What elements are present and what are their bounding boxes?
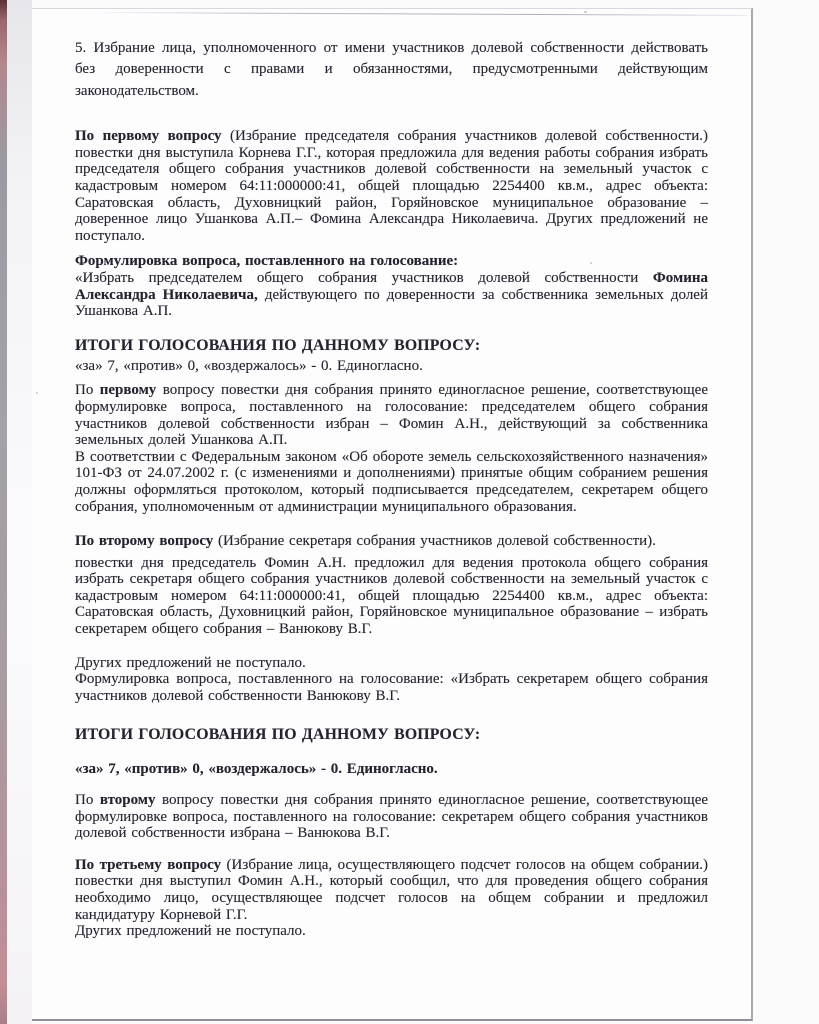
question-2-title-run-0: По второму вопросу <box>75 533 214 550</box>
question-3-speech-run-1: (Избрание лица, осуществляющего подсчет голосов на общем собрании.) повестки дня выступил Фомин А.Н., который сообщил, что для проведения общего собрания необходимо лицо, осуществляющее подсчет голосов на общем собрании и предложил кандидатуру Корневой Г.Г. <box>75 856 708 923</box>
voting-results-1-heading <box>75 336 708 355</box>
no-other-proposals-3-run-0: Других предложений не поступало. <box>75 923 306 940</box>
question-2-decision-run-2: вопросу повестки дня собрания принято единогласное решение, соответствующее формулировке вопроса, поставленного на голосование: секретарем общего собрания участников долевой собственности избрана – Ванюкова В.Г. <box>75 792 709 842</box>
voting-results-2-heading-run-0: ИТОГИ ГОЛОСОВАНИЯ ПО ДАННОМУ ВОПРОСУ: <box>75 726 481 744</box>
question-2-speech <box>75 555 708 638</box>
question-2-decision <box>75 792 708 842</box>
question-1-speech-run-1: (Избрание председателя собрания участников долевой собственности.) повестки дня выступила Корнева Г.Г., которая предложила для ведения работы собрания избрать председателя общего собрания участников долевой собственности на земельный участок с кадастровым номером 64:11:000000:41, общей площадью 2254400 кв.м., адрес объекта: Саратовская область, Духовницкий район, Горяйновское муниципальное образование – доверенное лицо Ушанкова А.П.– Фомина Александра Николаевича. Других предложений не поступало. <box>75 128 708 244</box>
voting-results-2-counts <box>75 761 708 778</box>
vote-wording-1-text <box>75 270 708 320</box>
scan-edge-strip <box>0 0 7 1024</box>
voting-results-2-heading <box>75 725 708 744</box>
no-other-proposals-2-run-0: Других предложений не поступало. <box>75 654 306 671</box>
agenda-item-5-run-0: 5. Избрание лица, уполномоченного от имени участников долевой собственности действовать без доверенности с правами и обязанностями, предусмотренными действующим законодательством. <box>75 40 708 99</box>
vote-wording-1-title-run-0: Формулировка вопроса, поставленного на голосование: <box>75 253 459 270</box>
question-1-decision-run-2: вопросу повестки дня собрания принято единогласное решение, соответствующее формулировке вопроса, поставленного на голосование: председателем общего собрания участников долевой собственности избран – Фомин А.Н., действующий за собственника земельных долей Ушанкова А.П. <box>75 382 708 449</box>
question-1-decision-run-1: первому <box>99 382 157 399</box>
vote-wording-1-text-run-1: Фомина Александра Николаевича, <box>75 269 708 303</box>
question-2-decision-run-0: По <box>75 792 100 809</box>
question-2-decision-run-1: второму <box>99 792 156 809</box>
scan-speck <box>36 392 38 394</box>
vote-wording-1-text-run-2: действующего по доверенности за собственника земельных долей Ушанкова А.П. <box>75 286 708 320</box>
voting-results-1-counts <box>75 358 708 375</box>
voting-results-1-heading-run-0: ИТОГИ ГОЛОСОВАНИЯ ПО ДАННОМУ ВОПРОСУ: <box>75 336 481 354</box>
no-other-proposals-3 <box>75 923 708 940</box>
scan-speck <box>590 262 592 264</box>
no-other-proposals-2 <box>75 655 708 672</box>
scan-speck <box>584 11 587 13</box>
vote-wording-1-title <box>75 253 708 270</box>
question-2-speech-run-0: повестки дня председатель Фомин А.Н. предложил для ведения протокола общего собрания избрать секретаря общего собрания участников долевой собственности на земельный участок с кадастровым номером 64:11:000000:41, общей площадью 2254400 кв.м., адрес объекта: Саратовская область, Духовницкий район, Горяйновское муниципальное образование – избрать секретарем общего собрания – Ванюкову В.Г. <box>75 554 708 638</box>
document-page <box>32 8 753 1021</box>
question-1-speech-run-0: По первому вопросу <box>75 128 222 145</box>
federal-law-note-run-0: В соответствии с Федеральным законом «Об обороте земель сельскохозяйственного назначения» 101-ФЗ от 24.07.2002 г. (с изменениями и дополнениями) принятые общим собранием решения должны оформляться протоколом, который подписывается председателем, секретарем общего собрания, уполномоченным от администрации муниципального образования. <box>75 448 708 515</box>
voting-results-1-counts-run-0: «за» 7, «против» 0, «воздержалось» - 0. Единогласно. <box>75 357 423 374</box>
agenda-item-5 <box>75 38 708 102</box>
vote-wording-2-text-run-0: Формулировка вопроса, поставленного на голосование: «Избрать секретарем общего собрания участников долевой собственности Ванюкову В.Г. <box>75 671 708 704</box>
question-3-speech-run-0: По третьему вопросу <box>75 856 222 873</box>
question-2-title-run-1: (Избрание секретаря собрания участников долевой собственности). <box>213 533 656 550</box>
scan-edge-gap <box>7 0 32 1024</box>
question-3-speech <box>75 857 708 923</box>
question-2-title <box>75 533 708 550</box>
question-1-speech <box>75 128 708 244</box>
vote-wording-1-text-run-0: «Избрать председателем общего собрания участников долевой собственности <box>75 269 653 286</box>
federal-law-note <box>75 449 708 515</box>
question-1-decision-run-0: По <box>75 382 100 399</box>
vote-wording-2-text <box>75 671 708 704</box>
document-page-content <box>32 9 751 940</box>
question-1-decision <box>75 382 708 448</box>
voting-results-2-counts-run-0: «за» 7, «против» 0, «воздержалось» - 0. Единогласно. <box>75 761 438 778</box>
